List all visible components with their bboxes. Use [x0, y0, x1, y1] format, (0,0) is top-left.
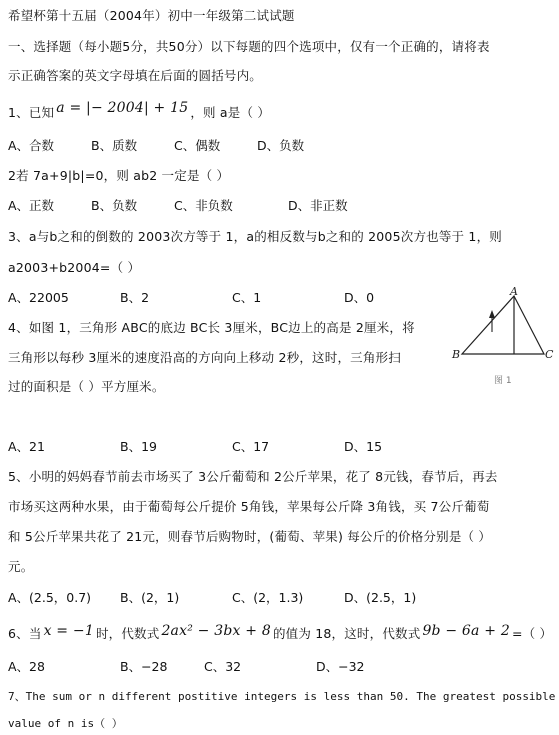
q6-part-1: 6、当: [8, 626, 42, 641]
question-4-line-2: 三角形以每秒 3厘米的速度沿高的方向向上移动 2秒，这时，三角形扫: [8, 350, 401, 365]
q5-option-d: D、(2.5，1): [344, 590, 417, 605]
q3-option-d: D、0: [344, 290, 375, 305]
page-title: 希望杯第十五届（2004年）初中一年级第二试试题: [8, 8, 295, 23]
q3-option-b: B、2: [120, 290, 150, 305]
question-4-line-1: 4、如图 1，三角形 ABC的底边 BC长 3厘米，BC边上的高是 2厘米，将: [8, 320, 415, 335]
q6-part-3: 的值为 18，这时，代数式: [272, 626, 421, 641]
q5-option-c: C、(2，1.3): [232, 590, 304, 605]
q2-option-c: C、非负数: [174, 198, 233, 213]
q1-prefix: 1、已知: [8, 105, 55, 120]
question-4-line-3: 过的面积是（ ）平方厘米。: [8, 379, 165, 394]
q1-suffix: ，则 a是（ ）: [190, 105, 271, 120]
q1-option-b: B、质数: [91, 138, 138, 153]
q1-option-d: D、负数: [257, 138, 305, 153]
q2-option-b: B、负数: [91, 198, 138, 213]
section-header-line-2: 示正确答案的英文字母填在后面的圆括号内。: [8, 68, 263, 83]
question-6: [8, 624, 552, 642]
q6-option-a: A、28: [8, 659, 45, 674]
q1-formula: a = |− 2004| + 15: [56, 100, 189, 116]
q1-option-a: A、合数: [8, 138, 55, 153]
q6-option-b: B、−28: [120, 659, 168, 674]
question-5-line-4: 元。: [8, 559, 34, 574]
q4-option-d: D、15: [344, 439, 383, 454]
q2-option-d: D、非正数: [288, 198, 348, 213]
q5-option-a: A、(2.5，0.7): [8, 590, 92, 605]
q3-option-c: C、1: [232, 290, 262, 305]
figure-caption: 图 1: [494, 376, 512, 386]
question-2: 2若 7a+9|b|=0，则 ab2 一定是（ ）: [8, 168, 230, 183]
question-7-line-1: 7、The sum or n different postitive integers is less than 50. The greatest possible: [8, 690, 556, 703]
q6-part-4: =（ ）: [511, 626, 553, 641]
section-header-line-1: 一、选择题（每小题5分，共50分）以下每题的四个选项中，仅有一个正确的，请将表: [8, 39, 490, 54]
q6-option-d: D、−32: [316, 659, 365, 674]
q2-option-a: A、正数: [8, 198, 55, 213]
question-7-line-2: value of n is（ ）: [8, 717, 123, 730]
label-c: C: [545, 348, 554, 361]
q6-option-c: C、32: [204, 659, 242, 674]
question-3-line-1: 3、a与b之和的倒数的 2003次方等于 1，a的相反数与b之和的 2005次方也等于 1，则: [8, 229, 502, 244]
question-5-line-1: 5、小明的妈妈春节前去市场买了 3公斤葡萄和 2公斤苹果，花了 8元钱，春节后，再去: [8, 469, 498, 484]
question-5-line-2: 市场买这两种水果，由于葡萄每公斤提价 5角钱，苹果每公斤降 3角钱，买 7公斤葡萄: [8, 499, 490, 514]
question-1: [8, 100, 271, 121]
q5-option-b: B、(2，1): [120, 590, 180, 605]
q6-formula-3: 9b − 6a + 2: [422, 623, 510, 639]
label-b: B: [452, 348, 461, 361]
q6-part-2: 时，代数式: [95, 626, 160, 641]
triangle-abc: [462, 296, 544, 354]
question-5-line-3: 和 5公斤苹果共花了 21元，则春节后购物时，(葡萄、苹果) 每公斤的价格分别是（ ）: [8, 529, 492, 544]
q6-formula-1: x = −1: [43, 623, 94, 639]
q1-option-c: C、偶数: [174, 138, 221, 153]
question-3-line-2: a2003+b2004=（ ）: [8, 260, 141, 275]
q4-option-a: A、21: [8, 439, 45, 454]
q3-option-a: A、22005: [8, 290, 69, 305]
q4-option-b: B、19: [120, 439, 157, 454]
q4-option-c: C、17: [232, 439, 270, 454]
label-a: A: [510, 285, 518, 298]
move-arrow-head: [489, 310, 495, 318]
q6-formula-2: 2ax² − 3bx + 8: [161, 623, 271, 639]
triangle-figure: [452, 285, 554, 386]
